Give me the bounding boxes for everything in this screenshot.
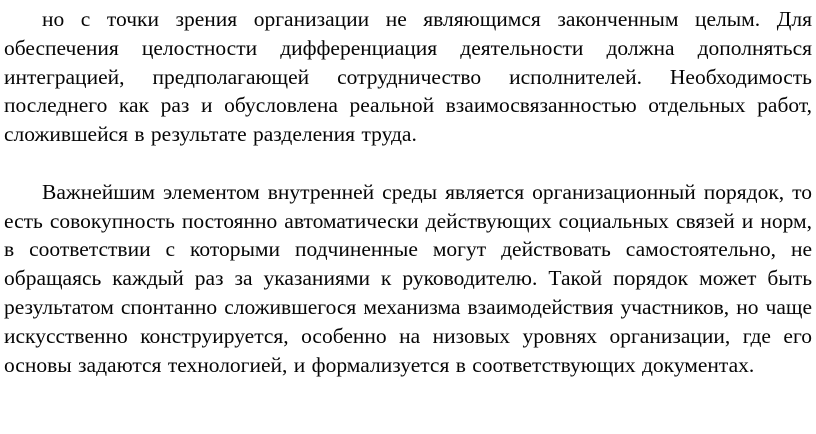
paragraph-2: Важнейшим элементом внутренней среды является организационный порядок, то есть совокупность постоянно автоматически действующих социальных связей и норм, в соответствии с которыми подчиненные могут действовать самостоятельно, не обращаясь каждый раз за указаниями к руководителю. Такой порядок может быть результатом спонтанно сложившегося механизма взаимодействия участников, но чаще искусственно конструируется, особенно на низовых уровнях организации, где его основы задаются технологией, и формализуется в соответствующих документах. — [4, 179, 812, 377]
paragraph-1: но с точки зрения организации не являющимся законченным целым. Для обеспечения целостности дифференциация деятельности должна дополняться интеграцией, предполагающей сотрудничество исполнителей. Необходимость последнего как раз и обусловлена реальной взаимосвязанностью отдельных работ, сложившейся в результате разделения труда. — [4, 7, 812, 147]
